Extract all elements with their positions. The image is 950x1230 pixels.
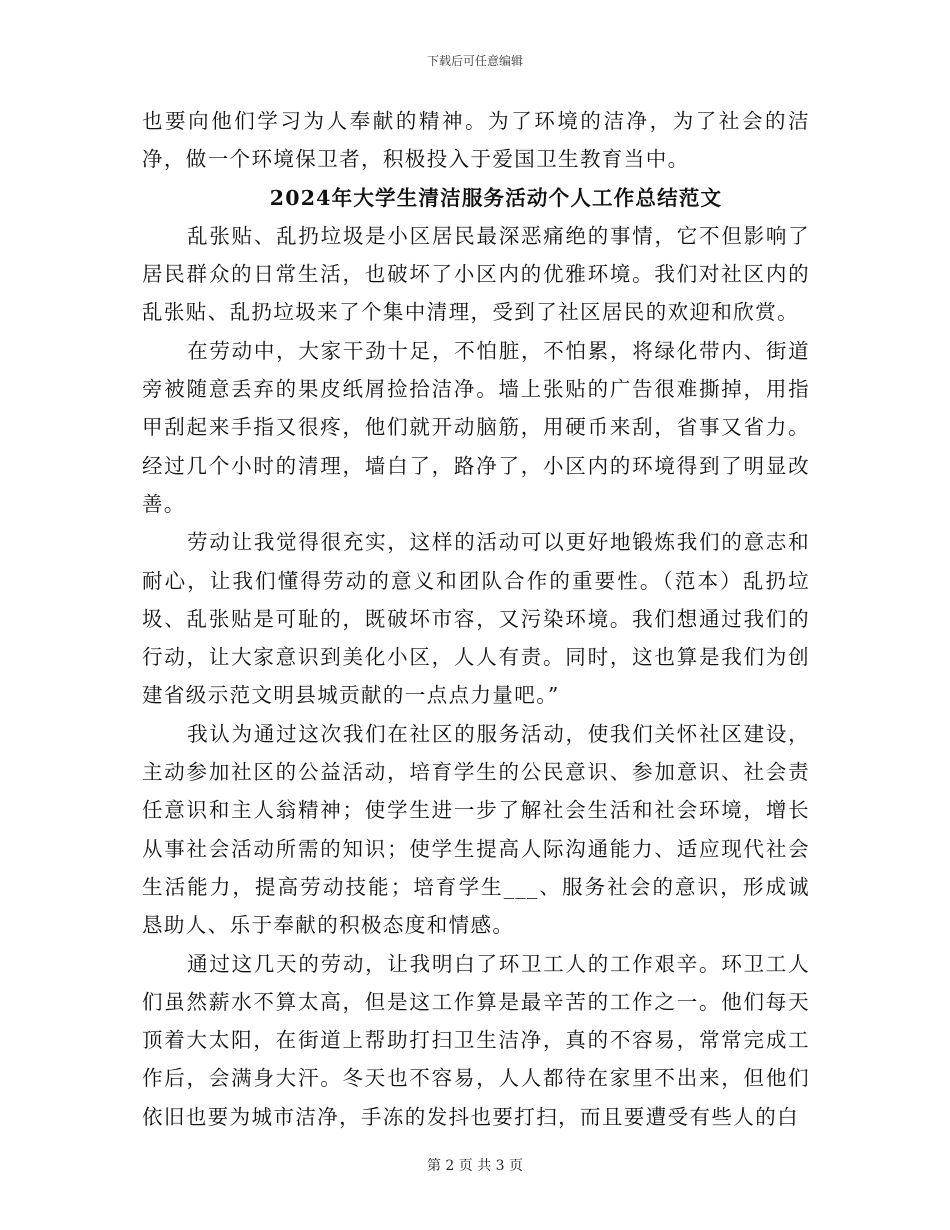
paragraph-4: 我认为通过这次我们在社区的服务活动，使我们关怀社区建设，主动参加社区的公益活动，培育学生的公民意识、参加意识、社会责任意识和主人翁精神；使学生进一步了解社会生活和社会环境，增长从事社会活动所需的知识；使学生提高人际沟通能力、适应现代社会生活能力，提高劳动技能；培育学生___、服务社会的意识，形成诚恳助人、乐于奉献的积极态度和情感。 (142, 721, 810, 938)
paragraph-1: 乱张贴、乱扔垃圾是小区居民最深恶痛绝的事情，它不但影响了居民群众的日常生活，也破坏了小区内的优雅环境。我们对社区内的乱张贴、乱扔垃圾来了个集中清理，受到了社区居民的欢迎和欣赏。 (142, 223, 810, 325)
document-body (142, 102, 810, 1136)
page-header-note: 下载后可任意编辑 (426, 54, 523, 68)
document-title: 2024年大学生清洁服务活动个人工作总结范文 (269, 185, 723, 210)
paragraph-5: 通过这几天的劳动，让我明白了环卫工人的工作艰辛。环卫工人们虽然薪水不算太高，但是这工作算是最辛苦的工作之一。他们每天顶着大太阳，在街道上帮助打扫卫生洁净，真的不容易，常常完成工作后，会满身大汗。冬天也不容易，人人都待在家里不出来，但他们依旧也要为城市洁净，手冻的发抖也要打扫，而且要遭受有些人的白 (142, 951, 810, 1129)
paragraph-3: 劳动让我觉得很充实，这样的活动可以更好地锻炼我们的意志和耐心，让我们懂得劳动的意义和团队合作的重要性。（范本）乱扔垃圾、乱张贴是可耻的，既破坏市容，又污染环境。我们想通过我们的行动，让大家意识到美化小区，人人有责。同时，这也算是我们为创建省级示范文明县城贡献的一点点力量吧。” (142, 530, 810, 708)
continuation-paragraph: 也要向他们学习为人奉献的精神。为了环境的洁净，为了社会的洁净，做一个环境保卫者，积极投入于爱国卫生教育当中。 (142, 109, 810, 172)
page-number: 第 2 页 共 3 页 (426, 1158, 524, 1174)
paragraph-2: 在劳动中，大家干劲十足，不怕脏，不怕累，将绿化带内、街道旁被随意丢弃的果皮纸屑捡拾洁净。墙上张贴的广告很难撕掉，用指甲刮起来手指又很疼，他们就开动脑筋，用硬币来刮，省事又省力。经过几个小时的清理，墙白了，路净了，小区内的环境得到了明显改善。 (142, 338, 810, 516)
